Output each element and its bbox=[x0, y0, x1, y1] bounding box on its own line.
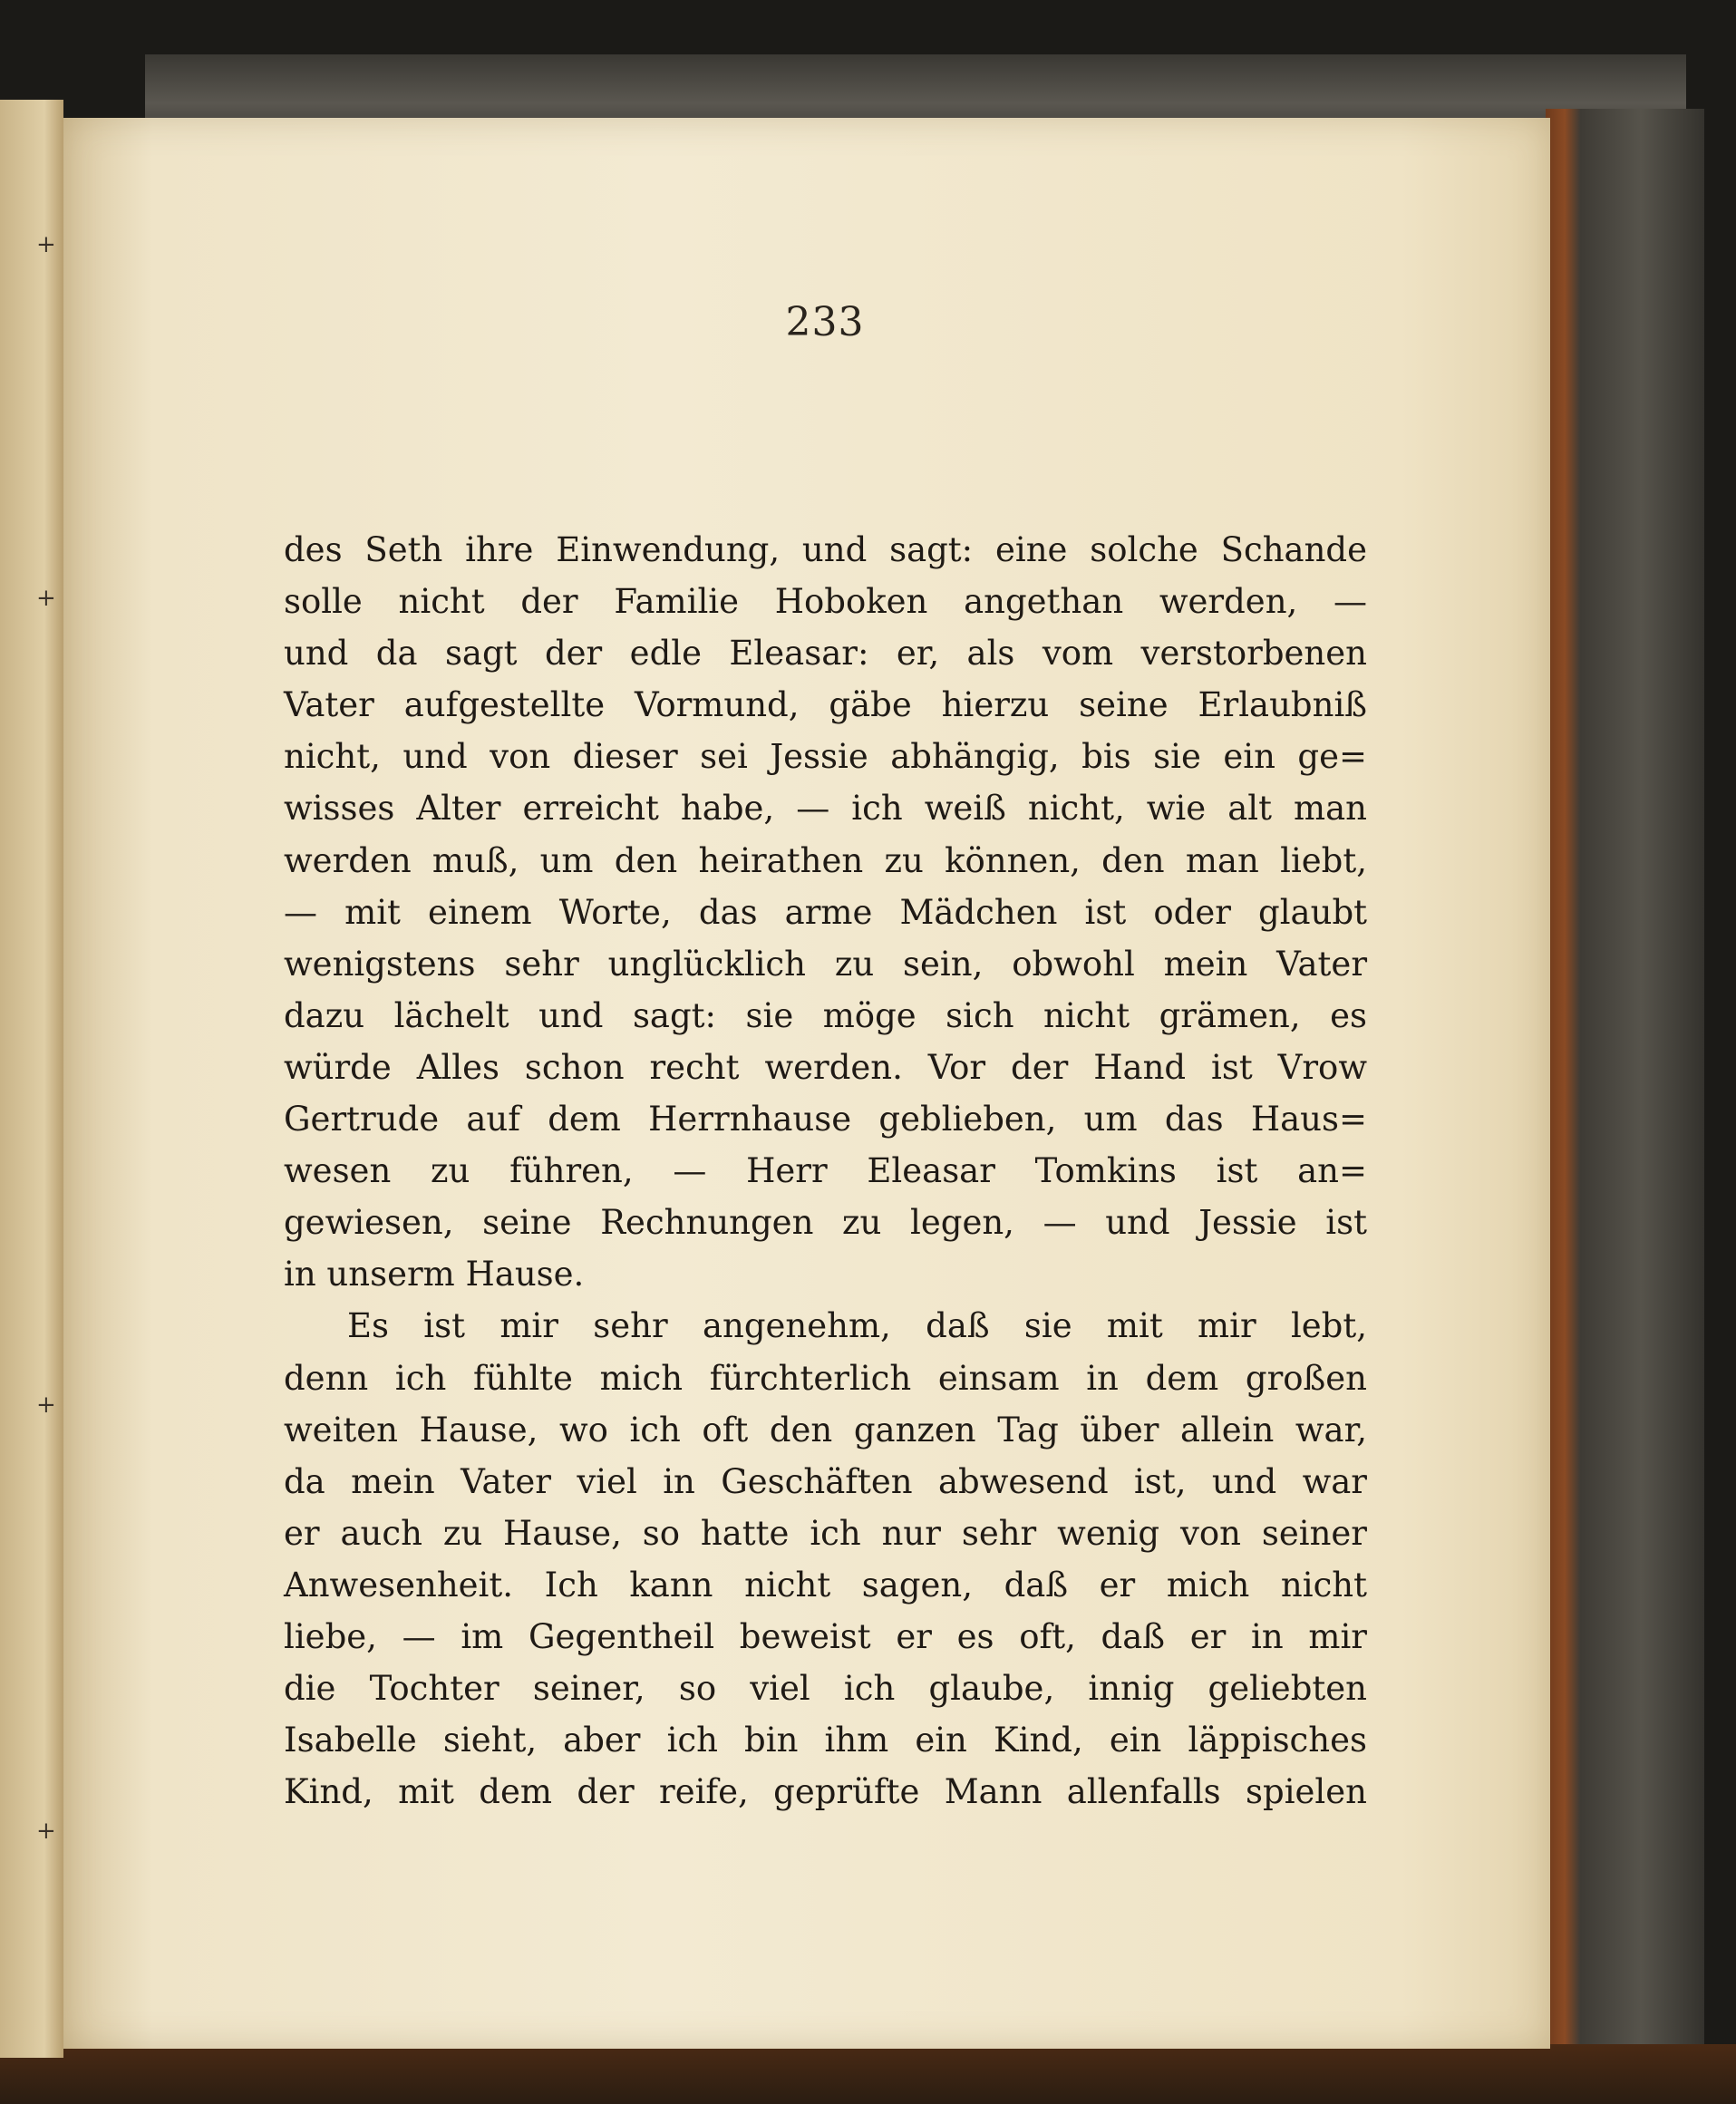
page-number: 233 bbox=[785, 299, 865, 345]
text-line: wenigstens sehr unglücklich zu sein, obwohl mein Vater bbox=[284, 944, 1367, 984]
stitch-mark: + bbox=[36, 585, 56, 612]
body-text bbox=[284, 524, 1367, 1818]
text-line: Isabelle sieht, aber ich bin ihm ein Kind, ein läppisches bbox=[284, 1721, 1367, 1760]
stitch-mark: + bbox=[36, 1818, 56, 1845]
text-line: denn ich fühlte mich fürchterlich einsam in dem großen bbox=[284, 1358, 1367, 1398]
text-line: dazu lächelt und sagt: sie möge sich nicht grämen, es bbox=[284, 995, 1367, 1035]
text-line: solle nicht der Familie Hoboken angethan werden, — bbox=[284, 582, 1367, 622]
text-line: in unserm Hause. bbox=[284, 1255, 585, 1294]
text-line: Vater aufgestellte Vormund, gäbe hierzu seine Erlaubniß bbox=[284, 685, 1367, 725]
text-line: des Seth ihre Einwendung, und sagt: eine solche Schande bbox=[284, 530, 1367, 569]
text-line: und da sagt der edle Eleasar: er, als vom verstorbenen bbox=[284, 634, 1367, 674]
text-line: Kind, mit dem der reife, geprüfte Mann allenfalls spielen bbox=[284, 1772, 1367, 1812]
text-line: werden muß, um den heirathen zu können, den man liebt, bbox=[284, 840, 1367, 880]
text-line: gewiesen, seine Rechnungen zu legen, — und Jessie ist bbox=[284, 1203, 1367, 1243]
text-line: Es ist mir sehr angenehm, daß sie mit mir lebt, bbox=[347, 1306, 1367, 1346]
stitch-mark: + bbox=[36, 231, 56, 258]
facing-page-edge bbox=[0, 100, 63, 2058]
text-line: liebe, — im Gegentheil beweist er es oft, daß er in mir bbox=[284, 1616, 1367, 1656]
book-cover-bottom bbox=[0, 2044, 1736, 2104]
text-line: nicht, und von dieser sei Jessie abhängig, bis sie ein ge= bbox=[284, 737, 1367, 777]
stitch-mark: + bbox=[36, 1391, 56, 1419]
text-line: wesen zu führen, — Herr Eleasar Tomkins ist an= bbox=[284, 1151, 1367, 1191]
text-line: — mit einem Worte, das arme Mädchen ist oder glaubt bbox=[284, 892, 1367, 932]
text-line: da mein Vater viel in Geschäften abwesend ist, und war bbox=[284, 1461, 1367, 1501]
book-cover-spine-edge bbox=[1546, 109, 1704, 2085]
text-line: Anwesenheit. Ich kann nicht sagen, daß er mich nicht bbox=[284, 1565, 1367, 1605]
page bbox=[36, 118, 1550, 2049]
text-line: wisses Alter erreicht habe, — ich weiß nicht, wie alt man bbox=[284, 789, 1367, 829]
text-line: er auch zu Hause, so hatte ich nur sehr wenig von seiner bbox=[284, 1513, 1367, 1553]
text-line: weiten Hause, wo ich oft den ganzen Tag über allein war, bbox=[284, 1410, 1367, 1450]
text-line: würde Alles schon recht werden. Vor der Hand ist Vrow bbox=[284, 1047, 1367, 1087]
text-line: Gertrude auf dem Herrnhause geblieben, um das Haus= bbox=[284, 1100, 1367, 1139]
text-line: die Tochter seiner, so viel ich glaube, innig geliebten bbox=[284, 1669, 1367, 1709]
